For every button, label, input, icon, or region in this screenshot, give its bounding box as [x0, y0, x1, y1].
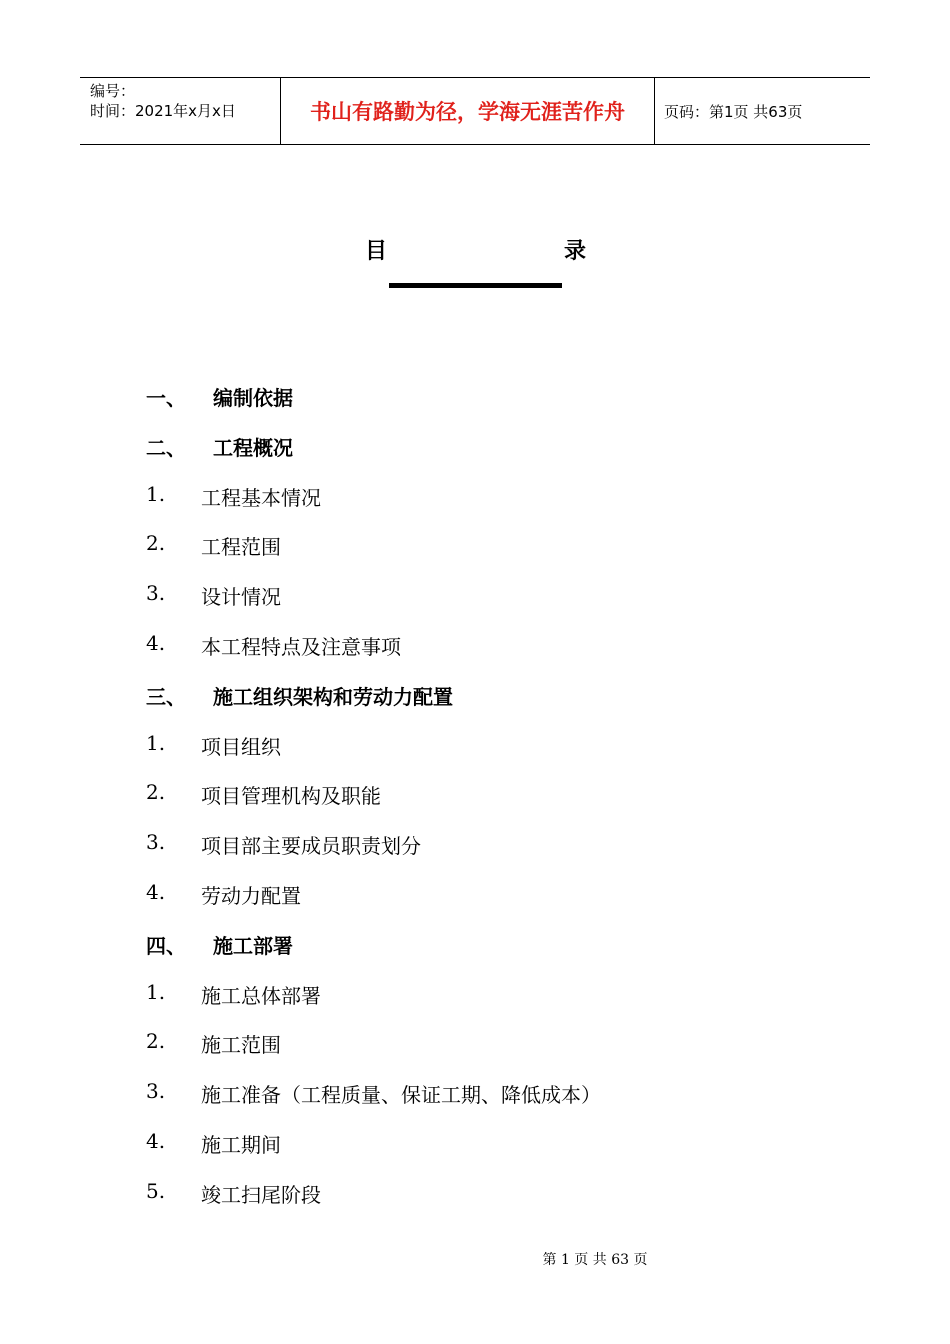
page-footer [0, 1249, 950, 1269]
toc-entry-label: 施工范围 [201, 1033, 281, 1058]
toc-entry [0, 731, 950, 781]
time-label: 时间：2021年x月x日 [90, 102, 236, 120]
toc-entry-label: 编制依据 [213, 386, 293, 410]
toc-entry [0, 780, 950, 830]
toc-entry-label: 劳动力配置 [201, 883, 301, 908]
toc-entry-number: 三、 [146, 684, 186, 709]
toc-entry-number: 2. [146, 531, 166, 556]
toc-entry-label: 本工程特点及注意事项 [201, 634, 401, 659]
toc-entry-label: 工程基本情况 [201, 485, 321, 510]
toc-entry [0, 1029, 950, 1079]
toc-entry-label: 施工部署 [213, 933, 293, 958]
toc-entry-label: 工程概况 [213, 435, 293, 460]
toc-entry-number: 1. [146, 481, 166, 506]
toc-entry-label: 施工准备（工程质量、保证工期、降低成本） [201, 1083, 601, 1108]
toc-entry-number: 1. [146, 979, 166, 1004]
serial-label: 编号： [90, 82, 136, 100]
title-underline [389, 283, 562, 288]
toc-entry-label: 项目部主要成员职责划分 [201, 834, 421, 859]
page-title [0, 234, 950, 264]
toc-entry [0, 1179, 950, 1229]
toc-entry-label: 项目管理机构及职能 [201, 784, 381, 809]
toc-entry-number: 4. [146, 879, 166, 904]
toc-entry-number: 4. [146, 1128, 166, 1153]
toc-entry-number: 1. [146, 730, 166, 755]
table-of-contents [0, 382, 950, 1229]
toc-entry [0, 531, 950, 581]
toc-entry [0, 681, 950, 731]
toc-entry-number: 一、 [146, 386, 186, 410]
header-meta-cell [80, 78, 281, 144]
toc-entry [0, 1129, 950, 1179]
toc-entry-number: 3. [146, 830, 166, 855]
toc-entry-number: 2. [146, 780, 166, 805]
toc-entry-label: 项目组织 [201, 734, 281, 759]
toc-entry-number: 5. [146, 1178, 166, 1203]
toc-entry [0, 880, 950, 930]
document-header [80, 77, 870, 145]
header-page-label: 页码：第1页 共63页 [664, 102, 803, 121]
title-char-2: 录 [564, 238, 587, 264]
toc-entry [0, 980, 950, 1030]
toc-entry-number: 3. [146, 1079, 166, 1104]
toc-entry-label: 施工组织架构和劳动力配置 [213, 684, 453, 709]
toc-entry-number: 3. [146, 581, 166, 606]
toc-entry [0, 482, 950, 532]
toc-entry [0, 382, 950, 432]
toc-entry-label: 施工期间 [201, 1132, 281, 1157]
toc-entry-label: 工程范围 [201, 535, 281, 560]
toc-entry-number: 四、 [146, 933, 186, 958]
toc-entry-label: 施工总体部署 [201, 983, 321, 1008]
toc-entry-number: 2. [146, 1029, 166, 1054]
toc-entry-label: 竣工扫尾阶段 [201, 1182, 321, 1207]
toc-entry [0, 581, 950, 631]
title-char-1: 目 [365, 238, 388, 264]
header-motto: 书山有路勤为径，学海无涯苦作舟 [281, 78, 655, 144]
toc-entry-number: 4. [146, 630, 166, 655]
toc-entry [0, 631, 950, 681]
footer-page-number: 第 1 页 共 63 页 [542, 1252, 648, 1268]
toc-entry [0, 830, 950, 880]
toc-entry [0, 432, 950, 482]
toc-entry [0, 930, 950, 980]
toc-entry [0, 1079, 950, 1129]
toc-entry-number: 二、 [146, 435, 186, 460]
toc-entry-label: 设计情况 [201, 585, 281, 610]
